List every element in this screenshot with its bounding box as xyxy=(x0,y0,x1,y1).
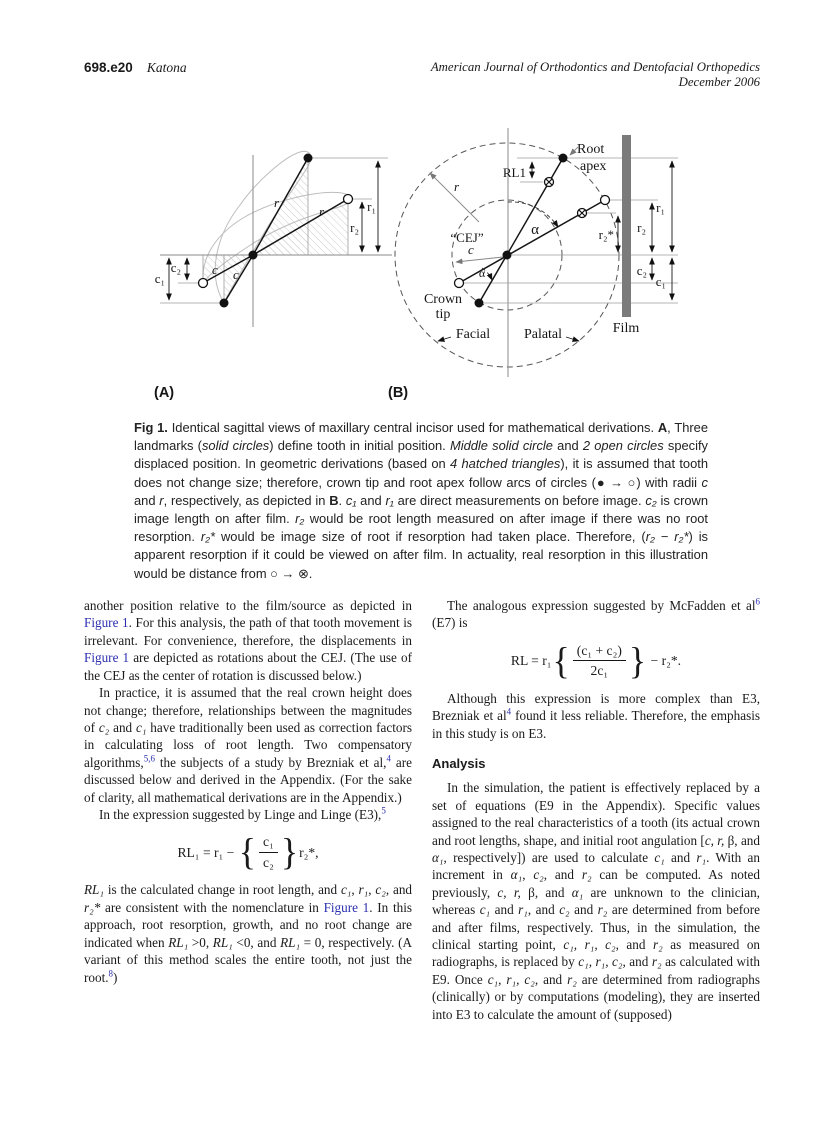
text-segment: c₂ xyxy=(533,867,544,883)
r1-label-b: r₁ xyxy=(656,200,665,215)
text-segment: are determined from radiographs (clinically) or by computations (modeling), they are inserted into E3 to calculate the amount of (supposed) xyxy=(432,971,760,1022)
citation-reference[interactable]: 5,6 xyxy=(143,753,155,764)
citation-reference[interactable]: 8 xyxy=(108,968,114,979)
text-segment: another position relative to the film/source as depicted in xyxy=(84,598,412,613)
r-before-label-a: r xyxy=(274,195,280,210)
resorbed-apex-before-marker xyxy=(545,178,554,187)
text-segment: r₂ xyxy=(597,902,608,918)
text-segment: are determined from before and after films, respectively. Thus, in the simulation, the clinical starting point, xyxy=(432,902,761,953)
fraction-denominator: c₂ xyxy=(263,854,274,870)
journal-title: American Journal of Orthodontics and Dentofacial Orthopedics xyxy=(430,60,760,74)
author-name: Katona xyxy=(146,60,187,75)
text-segment: A xyxy=(657,420,668,435)
paragraph xyxy=(84,684,412,806)
text-segment: solid circles xyxy=(201,438,270,454)
journal-masthead xyxy=(431,60,760,91)
text-segment: >0, xyxy=(188,934,213,950)
equation-lhs: RL = r₁ xyxy=(510,653,552,669)
text-segment: c₁, r₁, c₂, xyxy=(563,937,619,953)
fraction-numerator: c₁ xyxy=(259,835,278,853)
c1-label-b: c₁ xyxy=(655,274,666,289)
text-segment: and xyxy=(664,849,697,865)
section-heading-analysis: Analysis xyxy=(432,756,486,772)
text-segment: specify displaced position. In geometric derivations (based on xyxy=(134,438,708,472)
left-brace: { xyxy=(238,831,257,874)
c1-label-a: c₁ xyxy=(154,271,165,286)
citation-reference[interactable]: 4 xyxy=(506,706,512,717)
figure-1-diagrams xyxy=(130,115,710,405)
equation-rhs: − r₂*. xyxy=(647,653,682,669)
page-number: 698.e20 xyxy=(84,60,133,75)
equation-e7 xyxy=(432,639,760,682)
header-left xyxy=(84,60,187,76)
text-segment: <0, and xyxy=(232,934,281,950)
r2-label-a: r₂ xyxy=(350,220,359,235)
r-after-label-a: r xyxy=(319,204,325,219)
paragraph xyxy=(432,779,760,1023)
text-segment: In the simulation, the patient is effectively replaced by a set of equations (E9 in the Appendix). Specific values assigned to the real characteristics of a tooth (its actual crown and root lengths, shape, and initial root angulation [ xyxy=(432,780,760,848)
palatal-label: Palatal xyxy=(523,327,563,342)
paragraph xyxy=(432,690,760,742)
figure-reference[interactable]: Figure 1 xyxy=(84,650,130,666)
text-segment: RL₁ xyxy=(168,934,189,950)
text-segment: , and xyxy=(543,867,582,883)
diagram-b xyxy=(388,128,678,401)
text-segment: (E7) is xyxy=(432,615,468,631)
text-segment: α₁ xyxy=(510,867,523,883)
text-segment: ) xyxy=(113,969,118,985)
text-segment: r₁ xyxy=(358,882,369,898)
fraction xyxy=(259,835,278,869)
text-segment: β, and xyxy=(520,884,572,900)
citation-reference[interactable]: 6 xyxy=(755,596,760,607)
text-segment: are depicted as rotations about the CEJ. (The use of the CEJ as the center of rotation is discussed below.) xyxy=(84,650,412,683)
text-segment: α₁ xyxy=(571,884,584,900)
text-segment: r xyxy=(159,492,164,508)
fraction-numerator: (c₁ + c₂) xyxy=(573,644,626,662)
crown-tip-label-line1: Crown xyxy=(423,292,463,307)
text-segment: RL₁ xyxy=(212,934,233,950)
text-segment: c, r, xyxy=(704,832,725,848)
text-segment: r₁ xyxy=(518,902,528,918)
alpha-lower-label: α xyxy=(478,266,486,280)
text-segment: . In this approach, root resorption, growth, and no root change are indicated when xyxy=(84,899,412,950)
facial-label: Facial xyxy=(455,327,491,342)
palatal-arrow xyxy=(566,337,579,341)
text-segment: Middle solid circle xyxy=(449,438,553,454)
text-segment: c₁ xyxy=(479,902,491,918)
text-segment: , and xyxy=(385,882,413,898)
text-segment: and xyxy=(625,954,652,970)
figure-reference[interactable]: Figure 1 xyxy=(84,615,129,631)
text-segment: B xyxy=(329,492,339,508)
text-segment: as calculated with E9. Once xyxy=(432,954,760,987)
text-segment: and xyxy=(490,902,519,918)
text-segment: c₂ xyxy=(559,902,570,918)
text-segment: , xyxy=(522,867,534,883)
body-columns xyxy=(84,597,760,1023)
c2-label-b: c₂ xyxy=(636,263,647,278)
text-segment: , xyxy=(368,882,376,898)
text-segment: r₁ xyxy=(385,492,394,508)
text-segment: r₂ xyxy=(581,867,592,883)
text-segment: c₁ xyxy=(136,719,147,735)
text-segment: c xyxy=(701,474,708,490)
text-segment: c, r, xyxy=(497,884,521,900)
text-segment: In practice, it is assumed that the real crown height does not change; therefore, relationships between the magnitudes of xyxy=(84,685,412,735)
text-segment: . xyxy=(338,492,346,508)
text-segment: , and xyxy=(527,902,560,918)
text-segment: α₁ xyxy=(432,849,444,865)
crown-tip-after-b xyxy=(455,279,464,288)
paragraph xyxy=(84,806,412,823)
text-segment: Identical sagittal views of maxillary central incisor used for mathematical derivations. xyxy=(167,420,658,435)
text-segment: c₁, r₁, c₂, xyxy=(487,971,539,987)
text-segment: RL₁ xyxy=(280,934,301,950)
text-segment: r₁ xyxy=(696,849,707,865)
column-left xyxy=(84,597,412,1023)
text-segment: r₂ − r₂* xyxy=(645,529,689,545)
r2star-label-b: r₂* xyxy=(598,227,614,242)
alpha-upper-label: α xyxy=(531,222,539,238)
crown-tip-after-a xyxy=(199,279,208,288)
film-label: Film xyxy=(612,321,640,336)
text-segment: The analogous expression suggested by McFadden et al xyxy=(447,598,756,613)
crown-tip-before-a xyxy=(220,299,229,308)
text-segment: r₂ xyxy=(651,954,662,970)
r1-label-a: r₁ xyxy=(367,199,376,214)
cej-landmark-a xyxy=(249,251,258,260)
text-segment: are consistent with the nomenclature in xyxy=(100,899,324,915)
text-segment: 4 hatched triangles xyxy=(450,456,561,472)
text-segment: , respectively]) are used to calculate xyxy=(443,849,655,865)
text-segment: have traditionally been used as correction factors in calculating loss of root length. Two compensatory algorithms, xyxy=(84,719,413,770)
text-segment: the subjects of a study by Brezniak et al, xyxy=(154,754,387,770)
text-segment: and xyxy=(552,438,583,454)
column-right xyxy=(432,597,760,1023)
diagram-a xyxy=(154,151,392,401)
text-segment: RL₁ xyxy=(84,882,104,898)
text-segment: Fig 1. xyxy=(134,420,168,435)
r2-label-b: r₂ xyxy=(637,220,646,235)
text-segment: c₁, r₁, c₂, xyxy=(578,954,626,970)
text-segment: are direct measurements on before image. xyxy=(393,492,646,508)
citation-reference[interactable]: 4 xyxy=(386,753,391,764)
text-segment: and xyxy=(109,719,136,735)
cej-landmark-b xyxy=(503,251,512,260)
text-segment: = 0, respectively. (A variant of this method scales the entire tooth, not just the root. xyxy=(84,934,412,985)
text-segment: and xyxy=(618,937,654,953)
text-segment: β, and xyxy=(724,832,760,848)
c-before-label-a: c xyxy=(233,267,239,282)
text-segment: is crown image length on after film. xyxy=(134,492,709,526)
page-header xyxy=(84,60,760,91)
text-segment: c₂ xyxy=(645,492,657,508)
crown-tip-before-b xyxy=(475,299,484,308)
c2-label-a: c₂ xyxy=(170,260,181,275)
root-apex-after-a xyxy=(344,195,353,204)
text-segment: 2 open circles xyxy=(582,438,664,454)
text-segment: c₂ xyxy=(375,882,386,898)
cej-label: “CEJ” xyxy=(450,230,484,245)
root-apex-after-b xyxy=(601,196,610,205)
c-after-label-a: c xyxy=(212,262,218,277)
rl1-label: RL1 xyxy=(502,165,526,180)
text-segment: r₂ xyxy=(567,971,577,987)
root-apex-before-b xyxy=(559,154,568,163)
text-segment: are unknown to the clinician, whereas xyxy=(432,884,760,918)
text-segment: as measured on radiographs, is replaced by xyxy=(432,937,761,970)
text-segment: is the calculated change in root length, and xyxy=(103,882,341,898)
text-segment: are discussed below and derived in the Appendix. (For the sake of clarity, all mathematical derivations are in the Appendix.) xyxy=(84,754,412,805)
text-segment: c₁ xyxy=(340,882,352,898)
text-segment: and xyxy=(538,971,568,987)
text-segment: , xyxy=(351,882,359,898)
text-segment: c₂ xyxy=(98,719,110,735)
root-apex-before-a xyxy=(304,154,313,163)
text-segment: ), it is assumed that tooth does not change size; therefore, crown tip and root apex follow arcs of circles (● → ○) with radii xyxy=(134,456,708,490)
panel-b-label: (B) xyxy=(388,385,409,401)
text-segment: Although this expression is more complex than E3, Brezniak et al xyxy=(432,690,760,724)
paragraph xyxy=(84,881,412,986)
text-segment: ) is apparent resorption if it could be viewed on after film. In actuality, real resorption in this illustration would be distance from ○ → ⊗. xyxy=(134,529,708,581)
equation-e3 xyxy=(84,831,412,874)
text-segment: would be root length measured on after image if there was no root resorption. xyxy=(134,510,708,545)
equation-lhs: RL₁ = r₁ − xyxy=(177,844,238,860)
crown-tip-label-line2: tip xyxy=(435,307,451,322)
radius-r-label: r xyxy=(454,179,460,194)
text-segment: In the expression suggested by Linge and Linge (E3), xyxy=(99,807,382,823)
text-segment: , Three landmarks ( xyxy=(134,420,709,454)
text-segment: ) define tooth in initial position. xyxy=(269,438,450,454)
root-apex-label-line2: apex xyxy=(580,159,607,174)
figure-1 xyxy=(130,115,710,583)
text-segment: can be computed. As noted previously, xyxy=(432,867,761,900)
text-segment: , respectively, as depicted in xyxy=(163,492,330,508)
right-brace: } xyxy=(280,831,299,874)
text-segment: r₂* xyxy=(84,899,101,915)
facial-arrow xyxy=(438,337,451,341)
text-segment: r₂* xyxy=(200,529,216,545)
resorbed-apex-after-marker xyxy=(578,209,587,218)
text-segment: r₂ xyxy=(653,937,663,953)
equation-rhs: r₂*, xyxy=(299,844,319,860)
text-segment: c₁ xyxy=(345,492,357,508)
fraction-denominator: 2c₁ xyxy=(590,663,609,679)
citation-reference[interactable]: 5 xyxy=(381,805,386,816)
paragraph xyxy=(432,597,760,632)
fraction xyxy=(573,644,626,678)
figure-caption xyxy=(134,419,708,583)
panel-a-label: (A) xyxy=(154,385,175,401)
right-brace: } xyxy=(628,639,647,682)
text-segment: and xyxy=(356,492,386,508)
text-segment: would be image size of root if resorption had taken place. Therefore, ( xyxy=(215,529,646,545)
text-segment: c₁ xyxy=(654,849,665,865)
left-brace: { xyxy=(552,639,570,682)
journal-issue: December 2006 xyxy=(678,75,760,90)
text-segment: . With an increment in xyxy=(432,849,760,883)
film-bar xyxy=(622,135,631,317)
radius-c-label: c xyxy=(468,242,474,257)
text-segment: found it less reliable. Therefore, the emphasis in this study is on E3. xyxy=(432,708,760,741)
root-apex-label-line1: Root xyxy=(577,142,605,157)
text-segment: . For this analysis, the path of that tooth movement is irrelevant. For convenience, therefore, the displacements in xyxy=(84,615,412,648)
figure-reference[interactable]: Figure 1 xyxy=(323,899,370,915)
paragraph xyxy=(84,597,412,684)
text-segment: and xyxy=(134,492,160,508)
text-segment: and xyxy=(569,902,598,918)
text-segment: r₂ xyxy=(295,510,305,526)
